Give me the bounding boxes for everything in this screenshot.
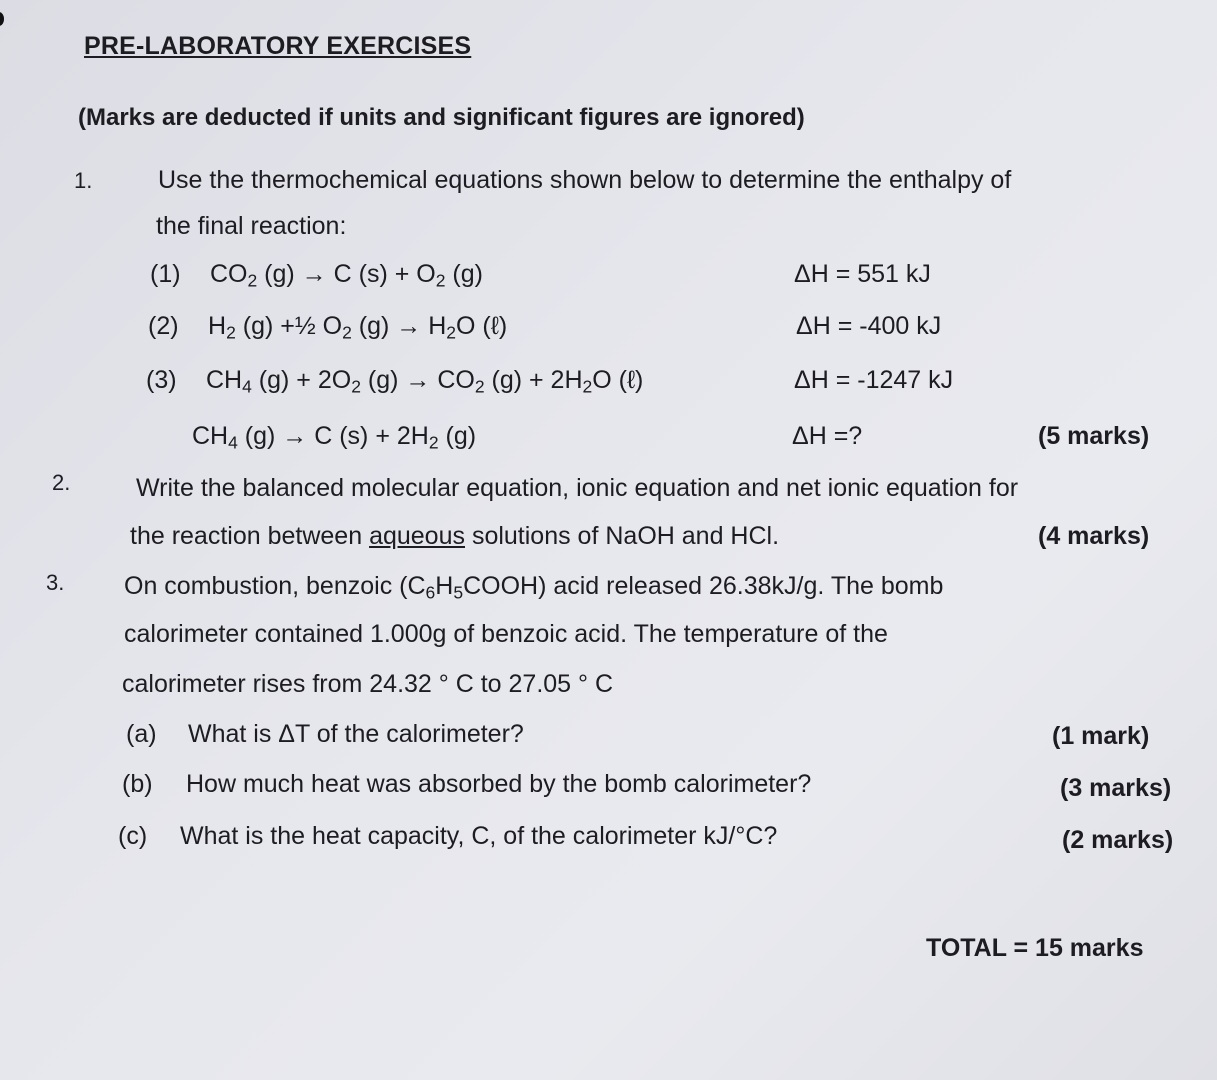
equation-3-enthalpy: ΔH = -1247 kJ <box>794 366 954 394</box>
question-3-line3: calorimeter rises from 24.32 ° C to 27.05 ° C <box>122 670 614 698</box>
question-1-prompt-line2: the final reaction: <box>156 212 347 240</box>
question-1-marks: (5 marks) <box>1038 422 1150 450</box>
question-2-number: 2. <box>52 470 71 495</box>
question-2-marks: (4 marks) <box>1038 522 1150 550</box>
page-title: PRE-LABORATORY EXERCISES <box>84 32 472 60</box>
question-1-prompt-line1: Use the thermochemical equations shown below to determine the enthalpy of <box>158 166 1012 194</box>
scan-artifact <box>0 12 4 26</box>
total-marks: TOTAL = 15 marks <box>926 934 1144 962</box>
part-c-label: (c) <box>118 822 148 850</box>
question-3-line1: On combustion, benzoic $(C_6H_5COOH)$ acid released 26.38kJ/g. The bomb <box>124 572 944 603</box>
equation-1-enthalpy: ΔH = 551 kJ <box>794 260 931 288</box>
part-c-text: What is the heat capacity, C, of the calorimeter kJ/°C? <box>180 822 778 850</box>
question-2-line1: Write the balanced molecular equation, ionic equation and net ionic equation for <box>136 474 1019 502</box>
part-a-text: What is ΔT of the calorimeter? <box>188 720 524 748</box>
final-reaction-enthalpy: ΔH =? <box>792 422 863 450</box>
equation-2: $H_2$ (g) +½ $O_2$ $(g) \to H_2O$ (ℓ) <box>208 312 508 343</box>
question-1-number: 1. <box>74 168 93 193</box>
question-3-line2: calorimeter contained 1.000g of benzoic acid. The temperature of the <box>124 620 888 648</box>
part-c-marks: (2 marks) <box>1062 826 1174 854</box>
equation-2-label: (2) <box>148 312 179 340</box>
equation-1: $CO_2$ (g) → C $(s) + O_2$ (g) <box>210 260 483 291</box>
part-b-label: (b) <box>122 770 153 798</box>
question-2-line2: the reaction between aqueous solutions of NaOH and HCl. <box>130 522 780 550</box>
final-reaction: $CH_4$ (g) → C $(s) + 2H_2$ (g) <box>192 422 477 453</box>
equation-3-label: (3) <box>146 366 177 394</box>
part-b-marks: (3 marks) <box>1060 774 1172 802</box>
part-a-label: (a) <box>126 720 157 748</box>
question-3-number: 3. <box>46 570 65 595</box>
equation-3: $CH_4$ $(g) + 2O_2$ $(g) \to CO_2$ $(g) + 2H_2O$ (ℓ) <box>206 366 644 397</box>
equation-2-enthalpy: ΔH = -400 kJ <box>796 312 942 340</box>
marks-note: (Marks are deducted if units and significant figures are ignored) <box>78 104 805 131</box>
equation-1-label: (1) <box>150 260 181 288</box>
part-a-marks: (1 mark) <box>1052 722 1150 750</box>
part-b-text: How much heat was absorbed by the bomb calorimeter? <box>186 770 812 798</box>
